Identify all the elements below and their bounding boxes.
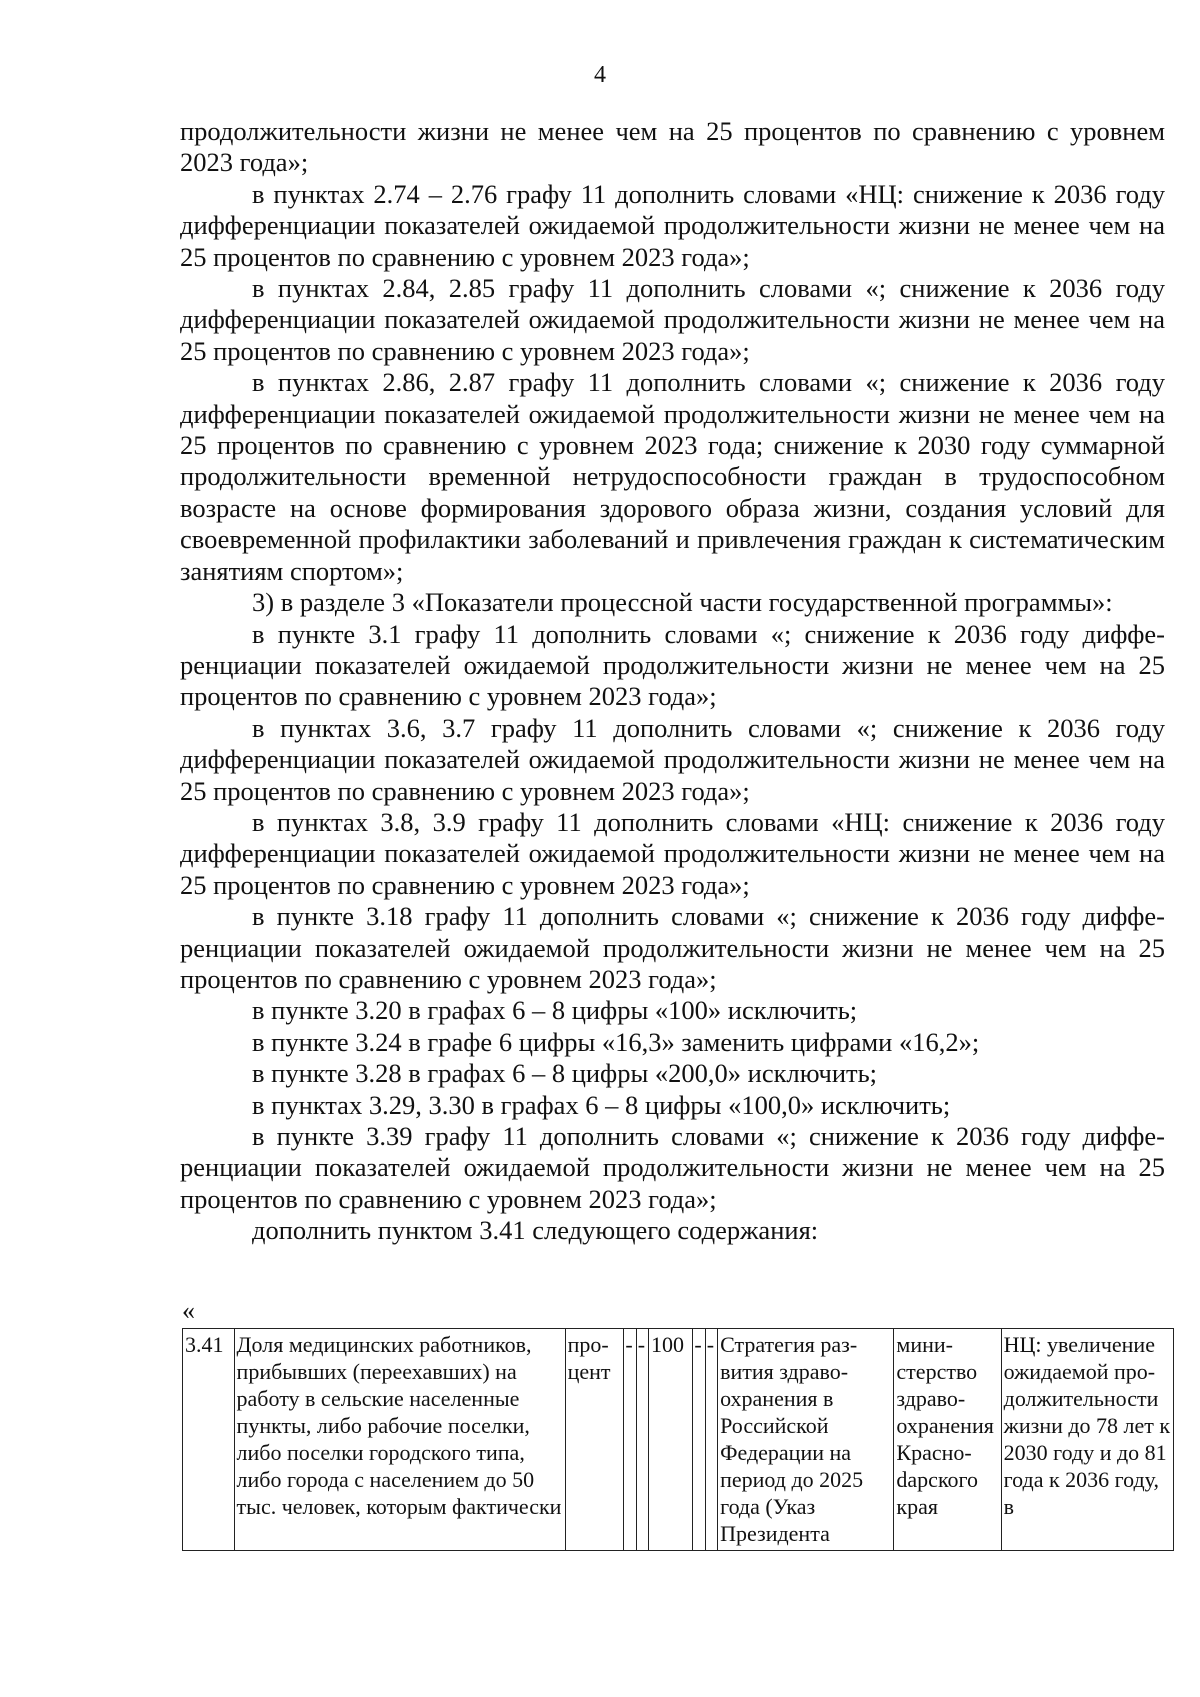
paragraph: в пунктах 3.29, 3.30 в графах 6 – 8 цифры «100,0» исключить; (252, 1089, 951, 1120)
quote-open-mark: « (182, 1296, 195, 1325)
paragraph: в пунктах 2.74 – 2.76 графу 11 дополнить словами «НЦ: снижение к 2036 году дифференциации показателей ожидаемой продолжительности жизни не менее чем на 25 процентов по сравнению с уровнем 2023 года»; (180, 178, 1165, 272)
paragraph: в пунктах 3.6, 3.7 графу 11 дополнить словами «; снижение к 2036 году дифференциации показателей ожидаемой продолжительности жизни не менее чем на 25 процентов по сравнению с уровнем 2023 года»; (180, 712, 1165, 806)
page-number: 4 (594, 62, 606, 88)
cell-col7: - (693, 1329, 705, 1551)
cell-col5: - (636, 1329, 648, 1551)
paragraph: в пункте 3.28 в графах 6 – 8 цифры «200,0» исключить; (252, 1058, 878, 1089)
cell-goal: НЦ: увеличение ожидаемой продолжительности жизни до 78 лет к 2030 году и до 81 года к 2036 году, в (1001, 1329, 1173, 1551)
paragraph: в пункте 3.39 графу 11 дополнить словами «; снижение к 2036 году дифференциации показателей ожидаемой продолжительности жизни не менее чем на 25 процентов по сравнению с уровнем 2023 года»; (180, 1121, 1165, 1214)
cell-col6: 100 (649, 1329, 693, 1551)
cell-responsible: министерство здравоохранения Красноdарского края (894, 1329, 1001, 1551)
paragraph: в пунктах 2.84, 2.85 графу 11 дополнить словами «; снижение к 2036 году дифференциации показателей ожидаемой продолжительности жизни не менее чем на 25 процентов по сравнению с уровнем 2023 года»; (180, 273, 1165, 366)
paragraph: в пункте 3.20 в графах 6 – 8 цифры «100» исключить; (252, 995, 858, 1026)
paragraph: дополнить пунктом 3.41 следующего содержания: (252, 1215, 819, 1246)
paragraph: в пункте 3.24 в графе 6 цифры «16,3» заменить цифрами «16,2»; (252, 1026, 980, 1057)
table-row (183, 1329, 1174, 1551)
paragraph: в пункте 3.1 графу 11 дополнить словами «; снижение к 2036 году дифференциации показателей ожидаемой продолжительности жизни не менее чем на 25 процентов по сравнению с уровнем 2023 года»; (180, 618, 1165, 712)
paragraph: в пунктах 2.86, 2.87 графу 11 дополнить словами «; снижение к 2036 году дифференциации показателей ожидаемой продолжительности жизни не менее чем на 25 процентов по сравнению с уровнем 2023 года; снижение к 2030 году суммарной продолжительности временной нетрудоспособности граждан в трудоспособном возрасте на основе формирования здорового образа жизни, создания условий для своевременной профилактики заболеваний и привлечения граждан к систематическим занятиям спортом»; (180, 367, 1165, 586)
cell-number: 3.41 (183, 1329, 235, 1551)
cell-document: Стратегия развития здравоохранения в Российской Федерации на период до 2025 года (Указ Президента (718, 1329, 894, 1551)
cell-indicator-name: Доля медицинских работников, прибывших (переехавших) на работу в сельские населенные пункты, либо рабочие поселки, либо поселки городского типа, либо города с населением до 50 тыс. человек, которым фактически (234, 1329, 565, 1551)
body-text (180, 116, 1165, 1247)
cell-unit: процент (565, 1329, 624, 1551)
paragraph: в пунктах 3.8, 3.9 графу 11 дополнить словами «НЦ: снижение к 2036 году дифференциации показателей ожидаемой продолжительности жизни не менее чем на 25 процентов по сравнению с уровнем 2023 года»; (180, 806, 1165, 900)
paragraph: 3) в разделе 3 «Показатели процессной части государственной программы»: (252, 587, 1113, 618)
cell-col4: - (624, 1329, 636, 1551)
insert-table (182, 1328, 1174, 1551)
cell-col8: - (705, 1329, 717, 1551)
paragraph: в пункте 3.18 графу 11 дополнить словами «; снижение к 2036 году дифференциации показателей ожидаемой продолжительности жизни не менее чем на 25 процентов по сравнению с уровнем 2023 года»; (180, 901, 1165, 994)
paragraph: продолжительности жизни не менее чем на 25 процентов по сравнению с уровнем 2023 года»; (180, 116, 1165, 178)
